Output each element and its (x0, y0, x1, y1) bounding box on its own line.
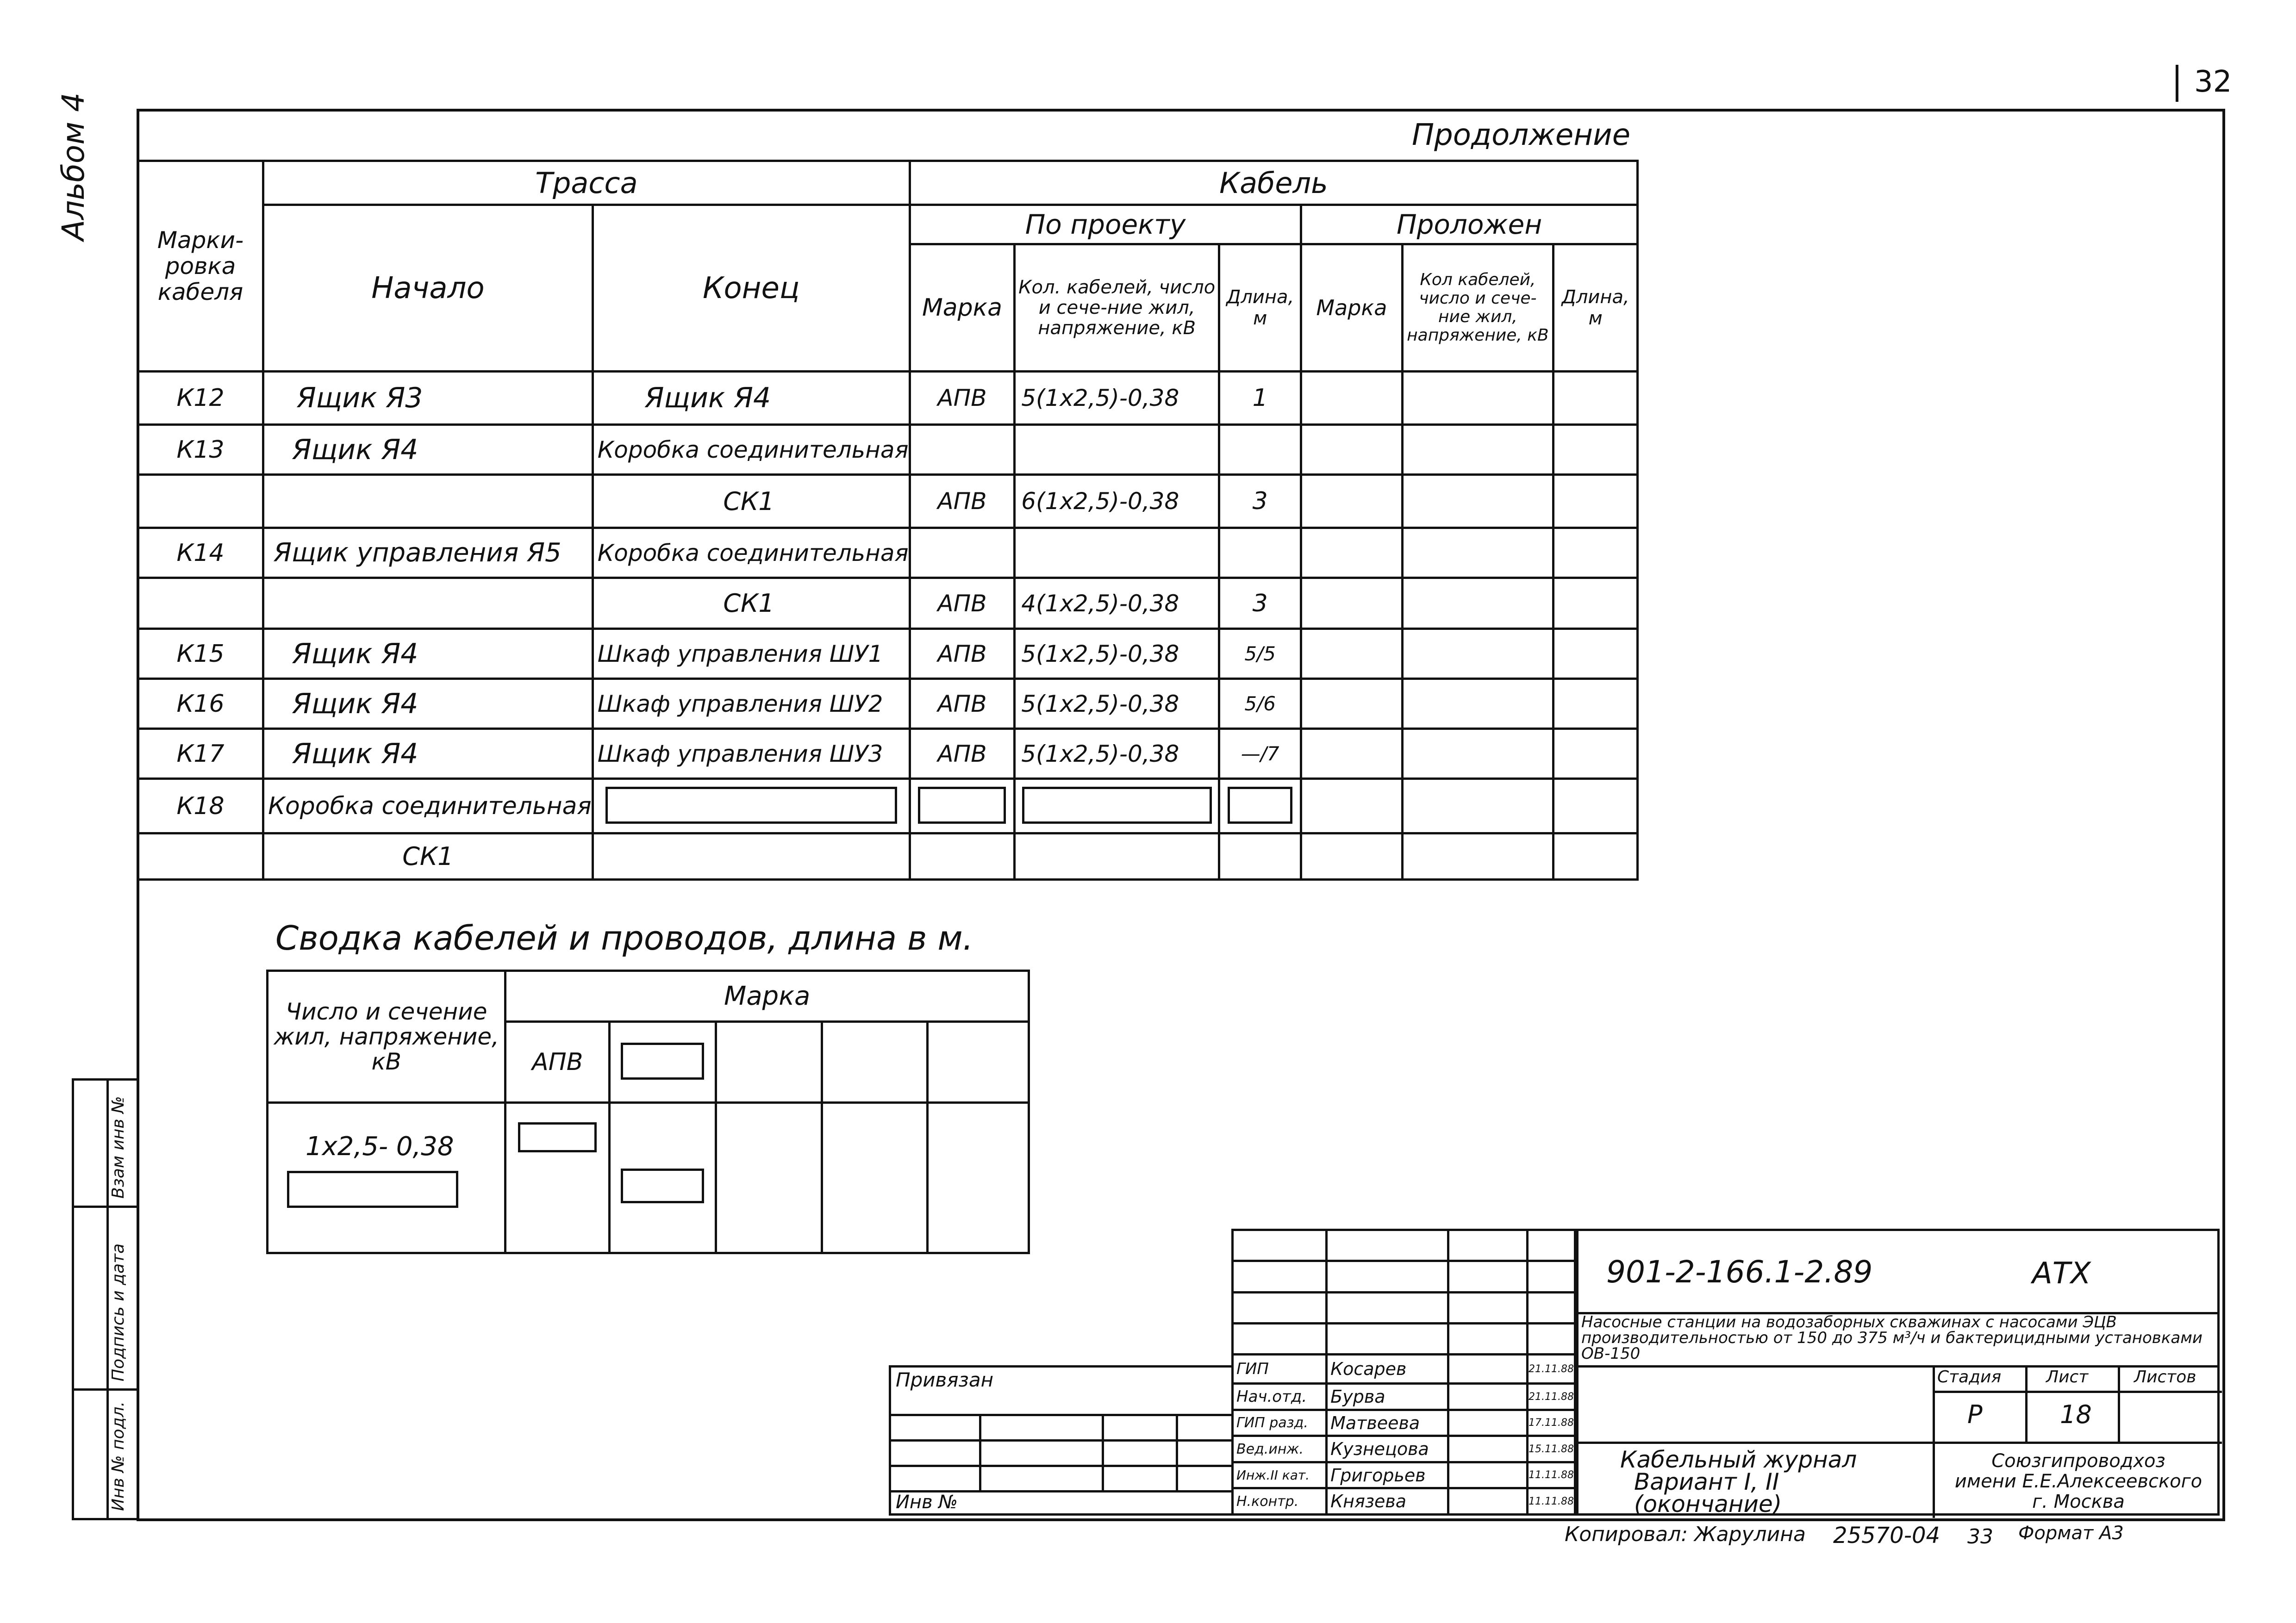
page-number: 33 (1967, 1525, 1993, 1548)
sheet-label: Лист (2046, 1368, 2089, 1387)
signer-date: 11.11.88 (1528, 1462, 1575, 1488)
header-laid-brand: Марка (1301, 244, 1402, 372)
table-row (138, 679, 1638, 729)
sheet-number-divider (2176, 65, 2188, 102)
cell-mark: К14 (138, 528, 263, 578)
signer-role: ГИП разд. (1233, 1410, 1327, 1436)
signer-date: 21.11.88 (1528, 1355, 1575, 1384)
summary-apv-cell (505, 1103, 610, 1253)
section-code: АТХ (2032, 1256, 2091, 1291)
sheet-value: 18 (2060, 1400, 2092, 1429)
signer-row (1233, 1436, 1575, 1462)
header-laid-length: Длина, м (1554, 244, 1638, 372)
header-end: Конец (593, 205, 910, 372)
signature-mark (1448, 1410, 1528, 1436)
signer-date: 21.11.88 (1528, 1384, 1575, 1410)
side-stamp (72, 1078, 139, 1520)
header-laid: Проложен (1301, 205, 1638, 244)
cell-spec: 5(1х2,5)-0,38 (1015, 629, 1219, 679)
table-row (138, 578, 1638, 629)
signer-row (1233, 1410, 1575, 1436)
summary-col-header: Число и сечение жил, напряжение, кВ (268, 971, 505, 1103)
side-stamp-replace-inv: Взам инв № (109, 1096, 128, 1199)
cell-brand: АПВ (910, 372, 1014, 425)
summary-brand-apv: АПВ (505, 1022, 610, 1103)
project-title: Насосные станции на водозаборных скважинах с насосами ЭЦВ производительностью от 150 до 375 м³/ч и бактерицидными установками ОВ-150 (1581, 1313, 2202, 1363)
cell-start: Ящик Я4 (263, 729, 593, 779)
signer-name: Князева (1327, 1488, 1448, 1515)
stamp-signature-grid (1231, 1229, 1576, 1516)
doc-title-line-3: (окончание) (1634, 1491, 1782, 1517)
cell-brand: АПВ (910, 679, 1014, 729)
cell-spec: 5(1х2,5)-0,38 (1015, 729, 1219, 779)
org-line-3: г. Москва (2032, 1491, 2125, 1512)
signer-name: Матвеева (1327, 1410, 1448, 1436)
cell-end: Шкаф управления ШУ2 (593, 679, 910, 729)
summary-brand-box (610, 1022, 716, 1103)
cell-spec-box (1015, 779, 1219, 833)
signer-role: ГИП (1233, 1355, 1327, 1384)
cell-mark: К18 (138, 779, 263, 833)
cell-mark: К13 (138, 425, 263, 475)
cell-brand-box (910, 779, 1014, 833)
signer-name: Косарев (1327, 1355, 1448, 1384)
cell-mark: К17 (138, 729, 263, 779)
summary-row-value: 1х2,5- 0,38 (306, 1132, 454, 1162)
cell-brand: АПВ (910, 475, 1014, 528)
cell-end-box (593, 779, 910, 833)
doc-code: 901-2-166.1-2.89 (1606, 1254, 1873, 1290)
signature-mark (1448, 1436, 1528, 1462)
cell-spec: 6(1х2,5)-0,38 (1015, 475, 1219, 528)
title-block (1231, 1229, 2220, 1516)
cell-end: Ящик Я4 (593, 372, 910, 425)
cell-length: 3 (1219, 475, 1301, 528)
inv-no-label: Инв № (896, 1492, 958, 1513)
cell-length: —/7 (1219, 729, 1301, 779)
summary-table (266, 970, 1030, 1254)
header-cable: Кабель (910, 161, 1637, 205)
cell-end: Шкаф управления ШУ1 (593, 629, 910, 679)
table-row (138, 528, 1638, 578)
cell-mark (138, 475, 263, 528)
org-line-1: Союзгипроводхоз (1991, 1450, 2165, 1472)
bound-block (889, 1365, 1231, 1516)
cell-brand: АПВ (910, 729, 1014, 779)
stamp-right (1576, 1229, 2220, 1516)
cell-start: Ящик управления Я5 (263, 528, 593, 578)
stage-label: Стадия (1937, 1368, 2002, 1387)
signer-role: Инж.II кат. (1233, 1462, 1327, 1488)
signer-date: 17.11.88 (1528, 1410, 1575, 1436)
doc-title-line-2: Вариант I, II (1634, 1468, 1779, 1495)
cell-start: Ящик Я3 (263, 372, 593, 425)
signer-row (1233, 1488, 1575, 1515)
stage-value: Р (1967, 1400, 1983, 1429)
cell-brand: АПВ (910, 578, 1014, 629)
doc-title-line-1: Кабельный журнал (1620, 1446, 1857, 1473)
signer-date: 11.11.88 (1528, 1488, 1575, 1515)
cell-length-box (1219, 779, 1301, 833)
side-stamp-inv-orig: Инв № подл. (109, 1401, 128, 1511)
table-row (138, 833, 1638, 880)
cell-length: 1 (1219, 372, 1301, 425)
table-row (138, 729, 1638, 779)
signer-row (1233, 1462, 1575, 1488)
format-label: Формат А3 (2018, 1523, 2124, 1544)
cell-mark (138, 578, 263, 629)
summary-cell-box (610, 1103, 716, 1253)
cell-brand (910, 425, 1014, 475)
header-by-project: По проекту (910, 205, 1301, 244)
signer-row (1233, 1355, 1575, 1384)
signature-mark (1448, 1384, 1528, 1410)
side-stamp-sign-date: Подпись и дата (109, 1243, 128, 1381)
signature-mark (1448, 1488, 1528, 1515)
signer-date: 15.11.88 (1528, 1436, 1575, 1462)
sheets-label: Листов (2134, 1368, 2196, 1387)
header-count-section: Кол. кабелей, число и сече-ние жил, напряжение, кВ (1015, 244, 1219, 372)
table-row (138, 425, 1638, 475)
cell-spec: 4(1х2,5)-0,38 (1015, 578, 1219, 629)
sheet-number: 32 (2194, 65, 2232, 99)
signature-mark (1448, 1355, 1528, 1384)
summary-title: Сводка кабелей и проводов, длина в м. (275, 919, 973, 958)
header-marking: Марки-ровка кабеля (138, 161, 263, 372)
cell-brand (910, 528, 1014, 578)
cell-end: СК1 (593, 475, 910, 528)
header-length: Длина, м (1219, 244, 1301, 372)
signer-name: Бурва (1327, 1384, 1448, 1410)
signer-role: Вед.инж. (1233, 1436, 1327, 1462)
cell-mark: К15 (138, 629, 263, 679)
album-label: Альбом 4 (56, 92, 91, 241)
signer-row (1233, 1384, 1575, 1410)
cell-end: Коробка соединительная (593, 528, 910, 578)
cell-start (263, 578, 593, 629)
cell-start: Ящик Я4 (263, 679, 593, 729)
header-start: Начало (263, 205, 593, 372)
cell-start: Коробка соединительная (263, 779, 593, 833)
header-route: Трасса (263, 161, 910, 205)
organization (1935, 1451, 2222, 1512)
doc-title (1620, 1446, 1857, 1517)
table-row (138, 372, 1638, 425)
table-row (138, 779, 1638, 833)
cell-spec (1015, 528, 1219, 578)
cell-end: Коробка соединительная (593, 425, 910, 475)
cable-journal-table (137, 160, 1639, 881)
cell-start (263, 475, 593, 528)
cell-spec (1015, 425, 1219, 475)
continuation-label: Продолжение (1412, 118, 1631, 152)
signer-name: Кузнецова (1327, 1436, 1448, 1462)
cell-length (1219, 528, 1301, 578)
cell-mark: К12 (138, 372, 263, 425)
order-number: 25570-04 (1833, 1523, 1940, 1548)
cell-length (1219, 425, 1301, 475)
cell-start: Ящик Я4 (263, 629, 593, 679)
summary-row-label (268, 1103, 505, 1253)
signer-role: Нач.отд. (1233, 1384, 1327, 1410)
cell-spec: 5(1х2,5)-0,38 (1015, 679, 1219, 729)
cell-spec: 5(1х2,5)-0,38 (1015, 372, 1219, 425)
cell-end: СК1 (593, 578, 910, 629)
header-brand: Марка (910, 244, 1014, 372)
cell-start: Ящик Я4 (263, 425, 593, 475)
org-line-2: имени Е.Е.Алексеевского (1954, 1471, 2202, 1492)
cell-length: 3 (1219, 578, 1301, 629)
signature-mark (1448, 1462, 1528, 1488)
summary-brand-header: Марка (505, 971, 1029, 1022)
cell-end: Шкаф управления ШУ3 (593, 729, 910, 779)
bound-label: Привязан (896, 1368, 994, 1391)
cell-length: 5/5 (1219, 629, 1301, 679)
copied-by: Копировал: Жарулина (1565, 1523, 1806, 1546)
signer-role: Н.контр. (1233, 1488, 1327, 1515)
header-laid-count-section: Кол кабелей, число и сече-ние жил, напряжение, кВ (1402, 244, 1554, 372)
table-row (138, 475, 1638, 528)
cell-brand: АПВ (910, 629, 1014, 679)
table-row (138, 629, 1638, 679)
cell-start: СК1 (263, 833, 593, 880)
signer-name: Григорьев (1327, 1462, 1448, 1488)
cell-mark (138, 833, 263, 880)
cell-mark: К16 (138, 679, 263, 729)
cell-length: 5/6 (1219, 679, 1301, 729)
